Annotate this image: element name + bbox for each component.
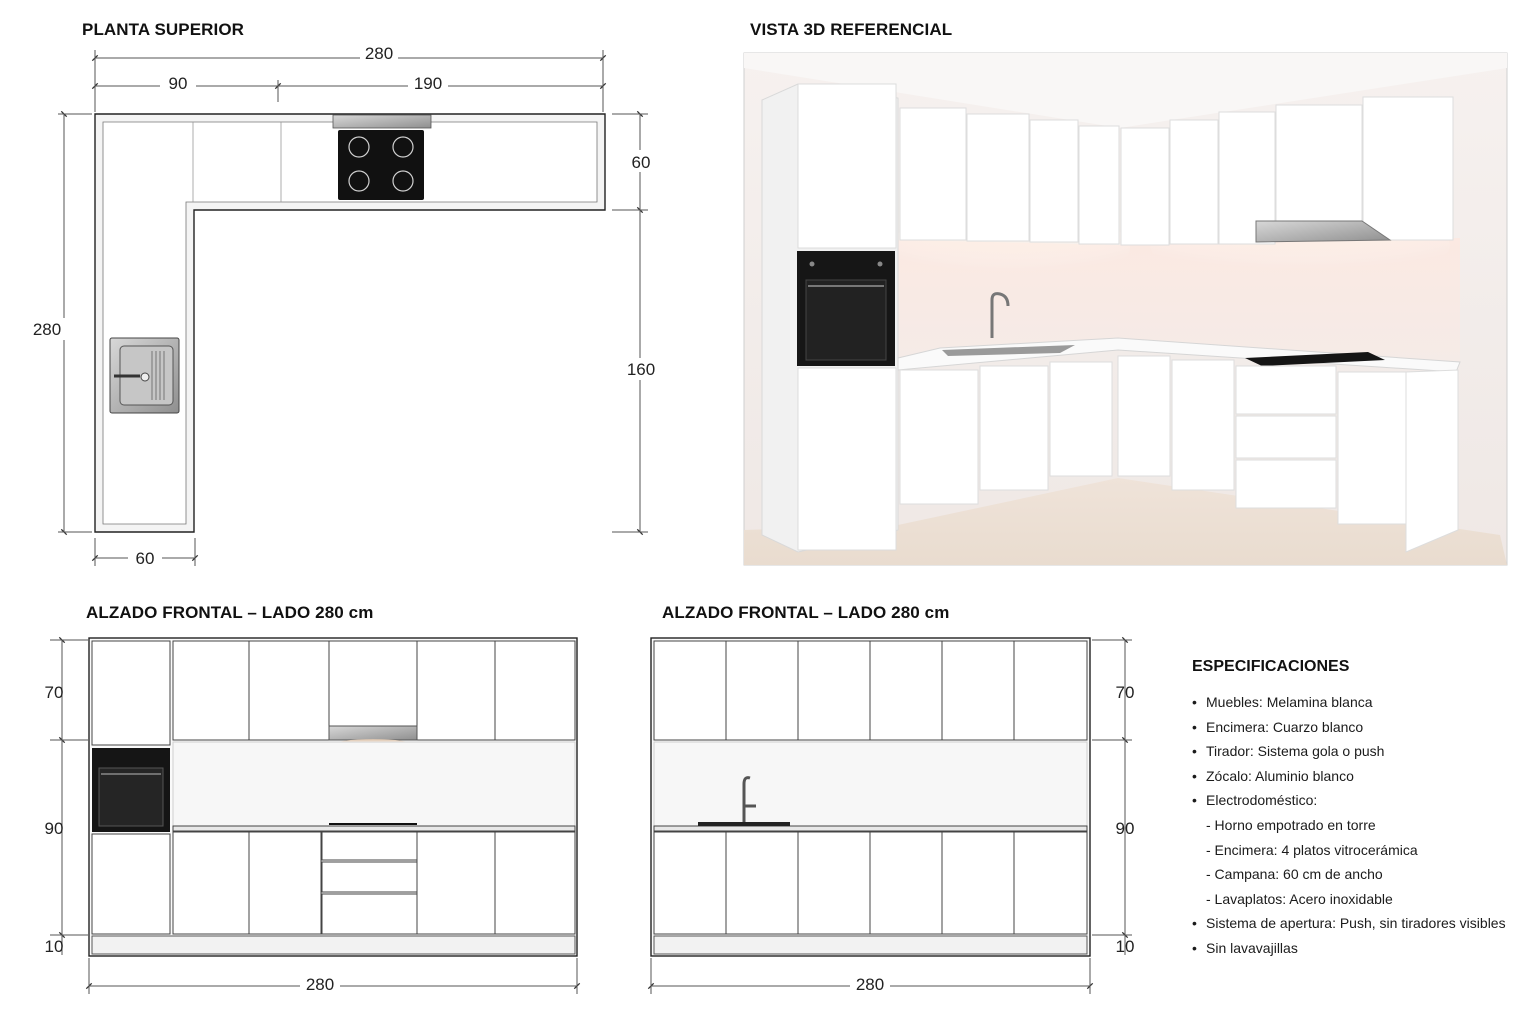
elev-left-dim-upper: 70 bbox=[44, 683, 64, 702]
elev-right-dim-width: 280 bbox=[855, 975, 885, 994]
plan-dim-right-lower: 160 bbox=[626, 360, 656, 379]
plan-dim-bottom: 60 bbox=[135, 549, 155, 568]
view3d-render bbox=[744, 53, 1507, 565]
plan-dim-right-upper: 60 bbox=[631, 153, 651, 172]
specs-panel bbox=[1192, 658, 1532, 961]
elevation-left bbox=[45, 638, 577, 996]
elev-left-dim-width: 280 bbox=[305, 975, 335, 994]
plan-dim-left-top: 90 bbox=[168, 74, 188, 93]
specs-list bbox=[1192, 690, 1532, 961]
cooktop-icon bbox=[338, 130, 424, 200]
view3d-title: VISTA 3D REFERENCIAL bbox=[750, 20, 953, 39]
sink-icon bbox=[110, 338, 179, 413]
elev-left-dim-middle: 90 bbox=[44, 819, 64, 838]
spec-item: • Zócalo: Aluminio blanco bbox=[1192, 764, 1532, 789]
spec-item: • Sin lavavajillas bbox=[1192, 936, 1532, 961]
spec-item: • Sistema de apertura: Push, sin tiradores visibles bbox=[1192, 911, 1532, 936]
elevation-right-title: ALZADO FRONTAL – LADO 280 cm bbox=[662, 603, 950, 622]
spec-subitem: - Campana: 60 cm de ancho bbox=[1206, 866, 1383, 883]
plan-dim-right-top: 190 bbox=[413, 74, 443, 93]
spec-item: • Encimera: Cuarzo blanco bbox=[1192, 715, 1532, 740]
elev-right-dim-upper: 70 bbox=[1115, 683, 1135, 702]
elev-right-dim-middle: 90 bbox=[1115, 819, 1135, 838]
spec-item: • Electrodoméstico: bbox=[1192, 788, 1532, 813]
elevation-right bbox=[651, 638, 1134, 996]
spec-item: • Muebles: Melamina blanca bbox=[1192, 690, 1532, 715]
spec-subitem: - Encimera: 4 platos vitrocerámica bbox=[1206, 841, 1418, 858]
spec-subitem: - Horno empotrado en torre bbox=[1206, 816, 1376, 833]
elev-right-dim-bottom: 10 bbox=[1115, 937, 1135, 956]
elevation-left-title: ALZADO FRONTAL – LADO 280 cm bbox=[86, 603, 374, 622]
spec-subitem: - Lavaplatos: Acero inoxidable bbox=[1206, 890, 1393, 907]
elev-left-dim-bottom: 10 bbox=[44, 937, 64, 956]
specs-title: ESPECIFICACIONES bbox=[1192, 658, 1350, 675]
plan-dim-total-top: 280 bbox=[364, 44, 394, 63]
plan-dim-left-height: 280 bbox=[32, 320, 62, 339]
plan-title: PLANTA SUPERIOR bbox=[82, 20, 245, 39]
spec-item: • Tirador: Sistema gola o push bbox=[1192, 739, 1532, 764]
floor-plan bbox=[28, 44, 662, 568]
